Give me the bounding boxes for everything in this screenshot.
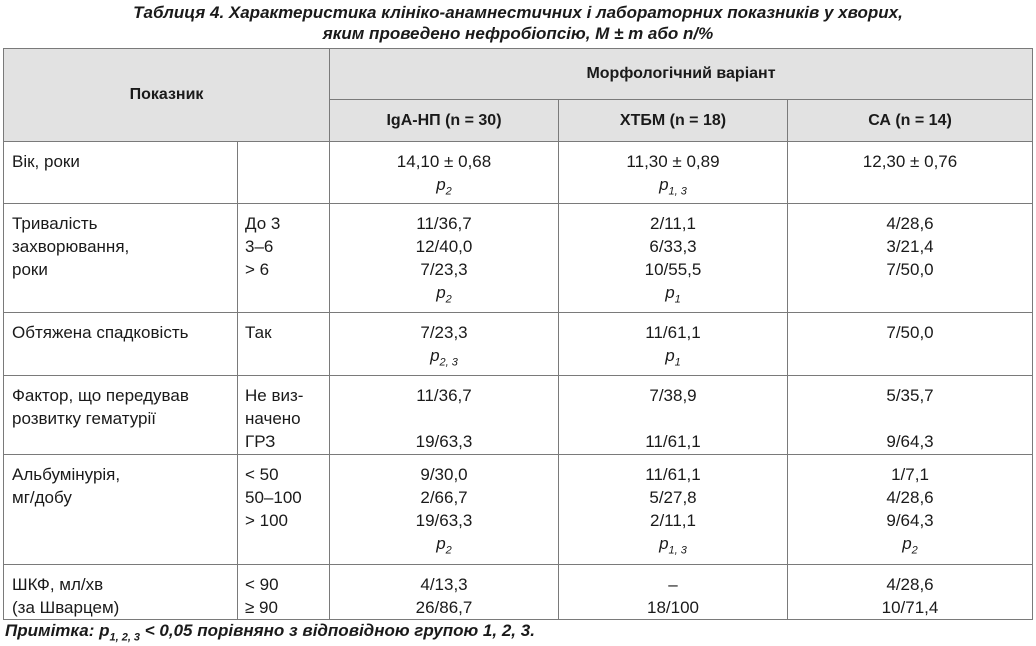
value-cell — [330, 454, 559, 564]
table-row — [4, 142, 1033, 204]
value-line: 11/61,1 — [645, 322, 701, 342]
value-line: 5/27,8 — [649, 487, 697, 507]
indicator-cell — [4, 142, 238, 204]
subcategory-cell — [238, 454, 330, 564]
p-value-marker — [559, 281, 787, 311]
subcategory-line: > 6 — [245, 260, 270, 280]
p-subscript: 1 — [674, 356, 681, 369]
indicator-cell — [4, 375, 238, 454]
p-value-marker — [330, 532, 558, 562]
table-title — [0, 2, 1036, 44]
value-line: 10/71,4 — [881, 597, 939, 617]
subcategory-line: > 100 — [245, 510, 289, 530]
indicator-line: Тривалість — [12, 214, 98, 234]
indicator-line: мг/добу — [12, 487, 72, 507]
value-line: 5/35,7 — [886, 385, 934, 405]
value-cell — [559, 204, 788, 312]
indicator-cell — [4, 454, 238, 564]
value-line: 2/11,1 — [649, 214, 696, 234]
data-table — [3, 48, 1033, 620]
p-letter: p — [665, 345, 675, 365]
header-col-xtbm: ХТБМ (n = 18) — [559, 100, 788, 142]
table-row — [4, 375, 1033, 454]
value-line: 12/40,0 — [415, 237, 473, 257]
p-letter: p — [436, 283, 446, 303]
indicator-line: (за Шварцем) — [12, 597, 120, 617]
value-cell — [788, 312, 1033, 375]
p-subscript: 2 — [445, 185, 452, 198]
header-morph-variant: Морфологічний варіант — [330, 49, 1033, 100]
value-line — [330, 407, 558, 430]
value-cell — [788, 375, 1033, 454]
table-body — [4, 142, 1033, 620]
p-value-marker — [330, 173, 558, 203]
subcategory-line: 3–6 — [245, 237, 274, 257]
value-line: 11/36,7 — [416, 214, 472, 234]
p-subscript: 2, 3 — [439, 356, 458, 369]
p-subscript: 2 — [445, 544, 452, 557]
value-line: 3/21,4 — [886, 237, 934, 257]
header-indicator: Показник — [4, 49, 330, 142]
subcategory-line: До 3 — [245, 214, 281, 234]
value-cell — [788, 454, 1033, 564]
value-line: 14,10 ± 0,68 — [396, 152, 492, 171]
p-subscript: 1, 3 — [668, 544, 687, 557]
indicator-line: роки — [12, 260, 48, 280]
subcategory-line: начено — [245, 408, 301, 428]
table-row — [4, 312, 1033, 375]
indicator-line: ШКФ, мл/хв — [12, 574, 104, 594]
p-value-marker — [559, 344, 787, 374]
value-line: 9/30,0 — [420, 464, 468, 484]
value-cell — [559, 142, 788, 204]
value-line: 19/63,3 — [415, 510, 473, 530]
subcategory-line: < 90 — [245, 574, 279, 594]
p-letter: p — [659, 533, 669, 553]
subcategory-cell — [238, 564, 330, 619]
value-line: 1/7,1 — [891, 464, 929, 484]
subcategory-line: ≥ 90 — [245, 597, 278, 617]
value-line — [788, 407, 1032, 430]
p-value-marker — [559, 532, 787, 562]
subcategory-cell — [238, 375, 330, 454]
p-value-marker — [559, 173, 787, 203]
p-letter: p — [665, 283, 675, 303]
subcategory-line: Так — [245, 322, 272, 342]
subcategory-line: 50–100 — [245, 487, 302, 507]
table-title-line-1: Таблиця 4. Характеристика клініко-анамнестичних і лабораторних показників у хворих, — [133, 3, 903, 22]
table-row — [4, 454, 1033, 564]
value-line: 7/23,3 — [420, 260, 468, 280]
table-row — [4, 204, 1033, 312]
value-line: 11/36,7 — [416, 385, 472, 405]
value-line: 11/61,1 — [645, 464, 701, 484]
value-line: 7/23,3 — [420, 322, 468, 342]
p-subscript: 2 — [911, 544, 918, 557]
value-line: 18/100 — [647, 597, 699, 617]
p-subscript: 1, 3 — [668, 185, 687, 198]
p-subscript: 1 — [674, 293, 681, 306]
value-cell — [330, 312, 559, 375]
value-line: – — [668, 574, 678, 594]
subcategory-line: ГРЗ — [245, 431, 276, 451]
note-prefix: Примітка: — [5, 621, 100, 640]
value-cell — [330, 204, 559, 312]
value-cell — [559, 375, 788, 454]
value-line: 2/11,1 — [649, 510, 696, 530]
value-line: 2/66,7 — [420, 487, 468, 507]
value-line: 4/28,6 — [886, 214, 934, 234]
value-line: 4/13,3 — [420, 574, 468, 594]
value-line: 7/50,0 — [886, 322, 934, 342]
subcategory-cell — [238, 142, 330, 204]
value-line: 7/50,0 — [886, 260, 934, 280]
subcategory-cell — [238, 312, 330, 375]
value-line: 26/86,7 — [415, 597, 473, 617]
p-subscript: 2 — [445, 293, 452, 306]
p-letter: p — [436, 533, 446, 553]
header-col-sa: СА (n = 14) — [788, 100, 1033, 142]
subcategory-line: Не виз- — [245, 385, 304, 405]
table-row — [4, 564, 1033, 619]
value-line: 9/64,3 — [886, 510, 934, 530]
value-line: 10/55,5 — [644, 260, 702, 280]
value-line: 11,30 ± 0,89 — [626, 152, 720, 171]
header-col-iga: IgA-НП (n = 30) — [330, 100, 559, 142]
indicator-line: Альбумінурія, — [12, 464, 121, 484]
value-line: 12,30 ± 0,76 — [862, 152, 958, 171]
value-cell — [788, 564, 1033, 619]
p-letter: p — [430, 345, 440, 365]
value-cell — [330, 375, 559, 454]
p-value-marker — [330, 344, 558, 374]
p-letter: p — [436, 175, 446, 194]
value-line: 19/63,3 — [415, 431, 473, 451]
p-letter: p — [902, 533, 912, 553]
value-cell — [788, 204, 1033, 312]
value-line: 7/38,9 — [649, 385, 697, 405]
value-cell — [559, 454, 788, 564]
value-cell — [330, 142, 559, 204]
table-note — [5, 621, 535, 643]
p-value-marker — [330, 281, 558, 311]
value-cell — [559, 564, 788, 619]
value-line: 6/33,3 — [649, 237, 697, 257]
value-cell — [559, 312, 788, 375]
value-line: 11/61,1 — [645, 431, 701, 451]
table-title-line-2: яким проведено нефробіопсію, M ± m або n/% — [322, 24, 714, 43]
value-cell — [788, 142, 1033, 204]
note-text: < 0,05 порівняно з відповідною групою 1, 2, 3. — [140, 621, 535, 640]
indicator-line: Фактор, що передував — [12, 385, 189, 405]
p-letter: p — [659, 175, 669, 194]
note-p-sub: 1, 2, 3 — [109, 631, 141, 644]
value-line: 4/28,6 — [886, 574, 934, 594]
indicator-line: захворювання, — [12, 237, 130, 257]
indicator-cell — [4, 204, 238, 312]
note-p: p — [99, 621, 110, 640]
value-line: 9/64,3 — [886, 431, 934, 451]
p-value-marker — [788, 532, 1032, 562]
value-cell — [330, 564, 559, 619]
indicator-line: Вік, роки — [12, 152, 80, 171]
indicator-line: Обтяжена спадковість — [12, 322, 189, 342]
indicator-cell — [4, 312, 238, 375]
subcategory-cell — [238, 204, 330, 312]
value-line: 4/28,6 — [886, 487, 934, 507]
indicator-line: розвитку гематурії — [12, 408, 156, 428]
value-line — [559, 407, 787, 430]
subcategory-line: < 50 — [245, 464, 279, 484]
indicator-cell — [4, 564, 238, 619]
